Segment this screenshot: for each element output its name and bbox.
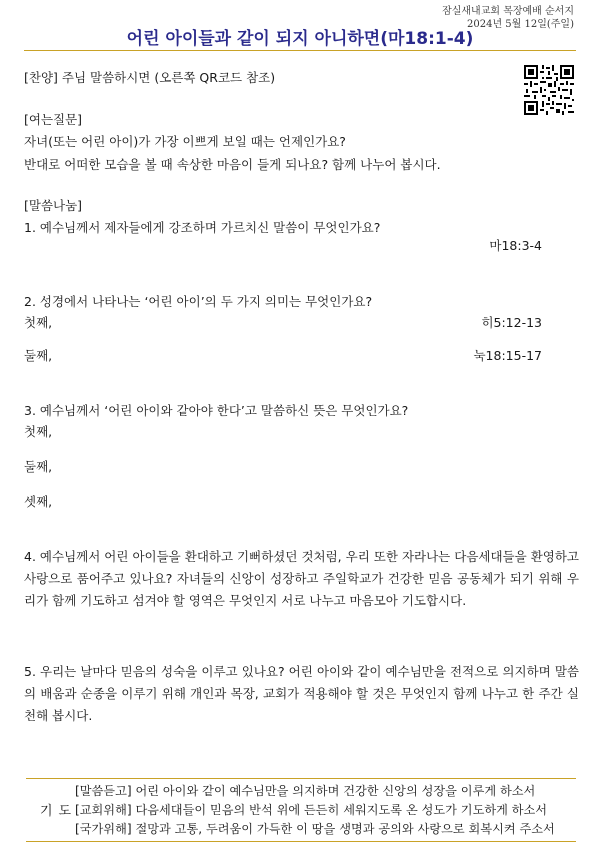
prayer-item-word: [말씀듣고] 어린 아이와 같이 예수님만을 의지하며 건강한 신앙의 성장을 이루게 하소서 (75, 784, 536, 798)
opening-question-2: 반대로 어떠한 모습을 볼 때 속상한 마음이 들게 되나요? 함께 나누어 봅시다. (24, 157, 441, 172)
praise-line: [찬양] 주님 말씀하시면 (오른쪽 QR코드 참조) (24, 70, 276, 85)
opening-question-1: 자녀(또는 어린 아이)가 가장 이쁘게 보일 때는 언제인가요? (24, 134, 346, 149)
title-divider (24, 50, 576, 51)
question-2: 2. 성경에서 나타나는 ‘어린 아이’의 두 가지 의미는 무엇인가요? (24, 294, 373, 309)
prayer-item-nation: [국가위해] 절망과 고통, 두려움이 가득한 이 땅을 생명과 공의와 사랑으로 회복시켜 주소서 (75, 822, 555, 836)
prayer-label: 기도 (40, 804, 78, 819)
church-line: 잠실새내교회 목장예배 순서지 (442, 6, 574, 17)
question-2-first-reference: 히5:12-13 (481, 315, 542, 330)
question-3: 3. 예수님께서 ‘어린 아이와 같아야 한다’고 말씀하신 뜻은 무엇인가요? (24, 403, 409, 418)
opening-heading: [여는질문] (24, 112, 83, 127)
question-2-first: 첫째, (24, 315, 53, 330)
question-2-second: 둘째, (24, 348, 53, 363)
question-2-second-reference: 눅18:15-17 (473, 348, 542, 363)
question-3-third: 셋째, (24, 494, 53, 509)
question-1-reference: 마18:3-4 (489, 238, 542, 253)
question-3-second: 둘째, (24, 459, 53, 474)
qr-code-icon[interactable] (524, 65, 574, 115)
question-3-first: 첫째, (24, 424, 53, 439)
sharing-heading: [말씀나눔] (24, 198, 83, 213)
page-title: 어린 아이들과 같이 되지 아니하면(마18:1-4) (126, 29, 474, 49)
date-line: 2024년 5월 12일(주일) (467, 19, 574, 30)
question-4: 4. 예수님께서 어린 아이들을 환대하고 기뻐하셨던 것처럼, 우리 또한 자라나는 다음세대들을 환영하고 사랑으로 품어주고 있나요? 자녀들의 신앙이 성장하고 주일학교가 건강한 믿음 공동체가 되기 위해 우리가 함께 기도하고 섬겨야 할 영역은 무엇인지 서로 나누고 마음모아 기도합시다. (24, 549, 579, 608)
question-5: 5. 우리는 날마다 믿음의 성숙을 이루고 있나요? 어린 아이와 같이 예수님만을 전적으로 의지하며 말씀의 배움과 순종을 이루기 위해 개인과 목장, 교회가 적용해야 할 것은 무엇인지 함께 나누고 한 주간 실천해 봅시다. (24, 664, 579, 723)
question-1: 1. 예수님께서 제자들에게 강조하며 가르치신 말씀이 무엇인가요? (24, 220, 381, 235)
prayer-item-church: [교회위해] 다음세대들이 믿음의 반석 위에 든든히 세워지도록 온 성도가 기도하게 하소서 (75, 803, 548, 817)
